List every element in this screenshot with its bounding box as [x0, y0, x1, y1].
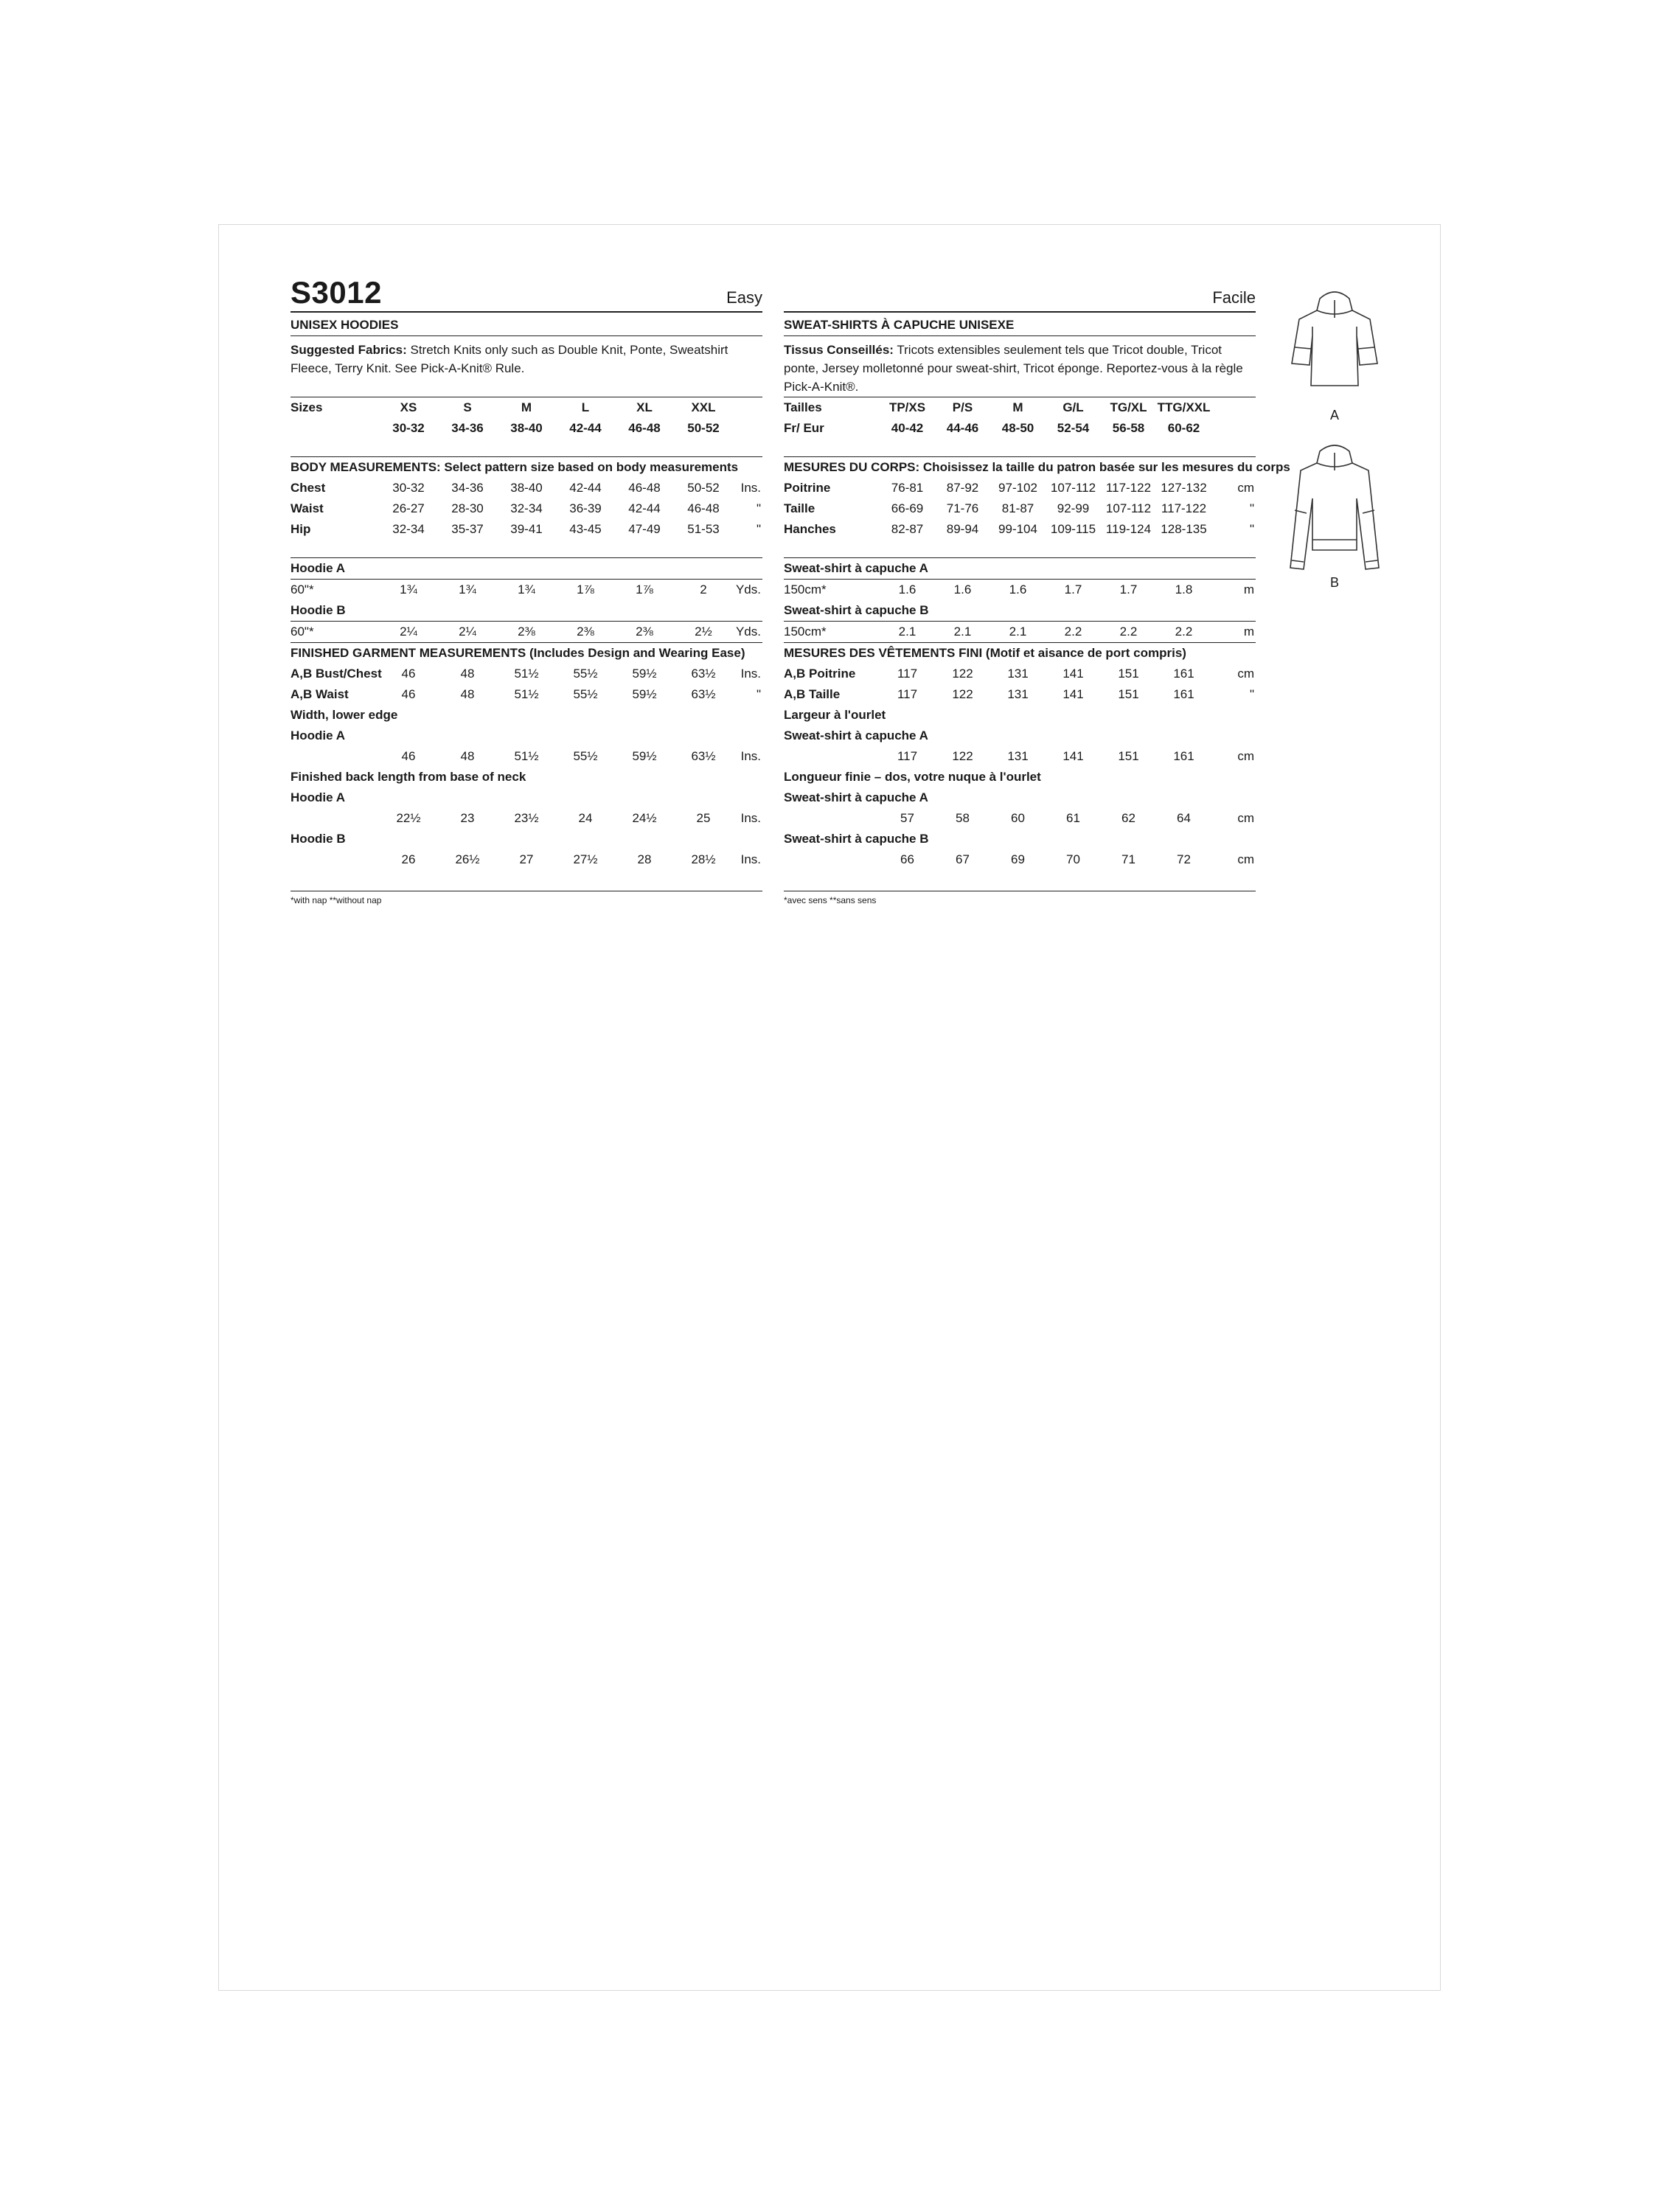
body-row-label: Hanches [784, 522, 836, 536]
body-row-value: 34-36 [451, 481, 484, 495]
back-length-row-value: 61 [1066, 811, 1080, 825]
spacer-cell [291, 540, 762, 558]
finished-row-value: 59½ [632, 667, 657, 681]
back-length-view-heading-text: Sweat-shirt à capuche B [784, 832, 929, 846]
width-row-value: 161 [1173, 749, 1194, 763]
body-row-unit: Ins. [740, 481, 761, 495]
finished-row [291, 664, 762, 684]
spacer-cell [784, 540, 1256, 558]
yardage-row-value: 2¼ [438, 622, 497, 643]
yardage-row-label: 60"* [291, 580, 379, 601]
back-length-view-heading [291, 829, 762, 849]
yardage-row-value: 2.1 [990, 622, 1046, 643]
finished-row-value: 122 [952, 687, 973, 701]
finished-row-value: 55½ [573, 667, 598, 681]
finished-row-value: 46 [401, 667, 416, 681]
back-length-heading-text: Finished back length from base of neck [291, 770, 526, 784]
sizes-label-2 [291, 418, 379, 439]
body-row-value: 81-87 [1001, 501, 1034, 515]
difficulty-level-fr: Facile [1212, 288, 1256, 307]
en-measurement-table [291, 397, 762, 870]
finished-row-unit: " [756, 687, 761, 701]
yardage-row-value: 2.1 [880, 622, 935, 643]
width-row-label [291, 746, 379, 767]
body-row-value: 47-49 [628, 522, 661, 536]
yardage-view-heading-text: Hoodie B [291, 603, 346, 617]
size-range: 34-36 [451, 421, 484, 435]
yardage-row-value: 2.2 [1101, 622, 1156, 643]
finished-measurements-heading [291, 643, 762, 664]
back-length-row-value: 24 [578, 811, 593, 825]
finished-row-value: 151 [1118, 687, 1139, 701]
pattern-title-fr: SWEAT-SHIRTS À CAPUCHE UNISEXE [784, 318, 1015, 332]
width-view-heading [784, 726, 1256, 746]
back-length-row-value: 72 [1177, 852, 1191, 866]
back-length-row-value: 23 [460, 811, 475, 825]
body-measurements-heading [291, 457, 762, 479]
size-range: 50-52 [687, 421, 720, 435]
width-row-label [784, 746, 880, 767]
width-row [784, 746, 1256, 767]
body-row-value: 38-40 [510, 481, 543, 495]
width-row-value: 48 [460, 749, 475, 763]
size-name: S [438, 397, 497, 419]
width-lower-edge-heading [784, 705, 1256, 726]
body-row-label: Poitrine [784, 481, 831, 495]
body-row-unit: " [1249, 522, 1254, 536]
yardage-row-value: 1.8 [1156, 580, 1211, 601]
size-blank [733, 397, 762, 419]
finished-row-value: 46 [401, 687, 416, 701]
finished-row-value: 141 [1062, 687, 1084, 701]
yardage-row-value: 2.2 [1156, 622, 1211, 643]
body-row-label: Hip [291, 522, 311, 536]
back-length-row-value: 58 [956, 811, 970, 825]
width-row-value: 122 [952, 749, 973, 763]
body-row [784, 478, 1256, 498]
back-length-view-heading [784, 787, 1256, 808]
size-range: 48-50 [1001, 421, 1034, 435]
size-blank [733, 418, 762, 439]
width-row-value: 55½ [573, 749, 598, 763]
back-length-row-label [291, 808, 379, 829]
size-name: L [556, 397, 615, 419]
body-row-value: 30-32 [392, 481, 425, 495]
width-row-value: 151 [1118, 749, 1139, 763]
back-length-view-heading [291, 787, 762, 808]
back-length-row-unit: cm [1237, 852, 1254, 866]
body-row-label: Taille [784, 501, 815, 515]
yardage-row-value: 2.1 [935, 622, 990, 643]
yardage-row-value: 1.7 [1046, 580, 1101, 601]
body-row [291, 478, 762, 498]
yardage-row-value: 2½ [674, 622, 733, 643]
back-length-row [784, 849, 1256, 870]
yardage-row-label: 150cm* [784, 622, 880, 643]
finished-row-label: A,B Taille [784, 687, 841, 701]
body-row [784, 519, 1256, 540]
yardage-row-value: 1¾ [379, 580, 438, 601]
body-row-unit: " [756, 501, 761, 515]
back-length-row-value: 26 [401, 852, 416, 866]
body-row-value: 71-76 [946, 501, 979, 515]
yardage-view-heading [291, 558, 762, 580]
body-row-value: 99-104 [998, 522, 1037, 536]
back-length-row-value: 71 [1121, 852, 1135, 866]
back-length-row-unit: cm [1237, 811, 1254, 825]
body-row-value: 117-122 [1161, 501, 1207, 515]
back-length-row-label [784, 808, 880, 829]
size-blank [1211, 397, 1256, 419]
difficulty-level: Easy [726, 288, 762, 307]
yardage-row-value: 1⅞ [615, 580, 674, 601]
hoodie-long-sleeve-icon [1283, 442, 1386, 575]
spacer [784, 439, 1256, 457]
body-row-value: 127-132 [1161, 481, 1207, 495]
fabrics-label-fr: Tissus Conseillés: [784, 343, 894, 357]
back-length-row-value: 26½ [455, 852, 480, 866]
size-name: XL [615, 397, 674, 419]
size-range: 38-40 [510, 421, 543, 435]
finished-row-value: 131 [1007, 687, 1029, 701]
style-number: S3012 [291, 275, 382, 310]
size-name: XXL [674, 397, 733, 419]
body-row-label: Chest [291, 481, 326, 495]
back-length-row-unit: Ins. [740, 852, 761, 866]
yardage-view-heading [784, 600, 1256, 622]
back-length-heading [784, 767, 1256, 787]
back-length-heading-text: Longueur finie – dos, votre nuque à l'ourlet [784, 770, 1041, 784]
body-row-value: 119-124 [1105, 522, 1152, 536]
fr-measurement-table [784, 397, 1290, 870]
fabrics-label: Suggested Fabrics: [291, 343, 407, 357]
finished-measurements-heading-text: FINISHED GARMENT MEASUREMENTS (Includes Design and Wearing Ease) [291, 643, 762, 664]
finished-row-value: 63½ [691, 687, 716, 701]
finished-row [784, 664, 1256, 684]
body-measurements-heading-text: MESURES DU CORPS: Choisissez la taille du patron basée sur les mesures du corps [784, 457, 1256, 479]
sizes-label-2: Fr/ Eur [784, 421, 824, 435]
yardage-row-value: 1.6 [880, 580, 935, 601]
body-measurements-heading [784, 457, 1256, 479]
yardage-row-value: 1¾ [497, 580, 556, 601]
finished-row-label: A,B Waist [291, 687, 349, 701]
fabrics-text: Stretch Knits only such as Double Knit, Ponte, Sweatshirt Fleece, Terry Knit. See Pick-A-Knit® Rule. [291, 343, 728, 375]
width-lower-edge-heading-text: Width, lower edge [291, 708, 398, 722]
size-range: 56-58 [1112, 421, 1145, 435]
body-row-value: 42-44 [569, 481, 602, 495]
back-length-row-value: 66 [900, 852, 914, 866]
size-name: M [990, 397, 1046, 419]
body-row-unit: " [756, 522, 761, 536]
size-name: XS [379, 397, 438, 419]
body-row-value: 50-52 [687, 481, 720, 495]
body-row-value: 128-135 [1161, 522, 1207, 536]
back-length-row-value: 22½ [396, 811, 421, 825]
size-range: 52-54 [1057, 421, 1090, 435]
size-range: 44-46 [946, 421, 979, 435]
yardage-view-heading-text: Sweat-shirt à capuche B [784, 603, 929, 617]
suggested-fabrics-fr [784, 335, 1256, 397]
spacer [784, 540, 1256, 558]
size-range: 30-32 [392, 421, 425, 435]
body-row-value: 92-99 [1057, 501, 1090, 515]
body-row-value: 117-122 [1105, 481, 1152, 495]
body-row-value: 107-112 [1105, 501, 1152, 515]
yardage-row-value: 2⅜ [497, 622, 556, 643]
width-row-value: 46 [401, 749, 416, 763]
yardage-row-value: 2 [674, 580, 733, 601]
yardage-row-value: 1.6 [990, 580, 1046, 601]
en-footnote: *with nap **without nap [291, 891, 762, 908]
back-length-row-value: 69 [1011, 852, 1025, 866]
body-row-value: 76-81 [891, 481, 924, 495]
hoodie-short-sleeve-icon [1283, 284, 1386, 394]
size-header-row [291, 397, 762, 419]
body-row-value: 35-37 [451, 522, 484, 536]
body-row-value: 46-48 [687, 501, 720, 515]
body-row-value: 43-45 [569, 522, 602, 536]
finished-row-label: A,B Poitrine [784, 667, 856, 681]
back-length-view-heading [784, 829, 1256, 849]
yardage-row-value: 1¾ [438, 580, 497, 601]
yardage-row-value: 2⅜ [615, 622, 674, 643]
size-blank [1211, 418, 1256, 439]
back-length-row-value: 25 [696, 811, 711, 825]
width-lower-edge-heading [291, 705, 762, 726]
back-length-row-value: 67 [956, 852, 970, 866]
size-name: G/L [1046, 397, 1101, 419]
fr-footnote: *avec sens **sans sens [784, 891, 1256, 908]
body-row-value: 51-53 [687, 522, 720, 536]
size-name: TP/XS [880, 397, 935, 419]
body-measurements-heading-text: BODY MEASUREMENTS: Select pattern size based on body measurements [291, 457, 762, 479]
back-length-row-label [784, 849, 880, 870]
finished-row-value: 161 [1173, 687, 1194, 701]
yardage-row-label: 150cm* [784, 580, 880, 601]
view-a-sketch [1283, 284, 1386, 422]
width-row-value: 51½ [514, 749, 539, 763]
yardage-view-heading-text: Hoodie A [291, 558, 762, 580]
width-row-value: 117 [897, 749, 918, 763]
yardage-row-value: 2.2 [1046, 622, 1101, 643]
yardage-row-value: 1.6 [935, 580, 990, 601]
finished-measurements-heading-text: MESURES DES VÊTEMENTS FINI (Motif et aisance de port compris) [784, 643, 1256, 664]
back-length-row-value: 28½ [691, 852, 716, 866]
sizes-label: Sizes [291, 397, 379, 419]
body-row-value: 28-30 [451, 501, 484, 515]
finished-row-value: 51½ [514, 687, 539, 701]
body-row [784, 498, 1256, 519]
finished-row-unit: cm [1237, 667, 1254, 681]
body-row-value: 32-34 [510, 501, 543, 515]
finished-row-value: 51½ [514, 667, 539, 681]
back-length-row-value: 24½ [632, 811, 657, 825]
body-row-unit: cm [1237, 481, 1254, 495]
yardage-row-value: 2⅜ [556, 622, 615, 643]
width-row-value: 131 [1007, 749, 1029, 763]
english-header [291, 275, 762, 313]
finished-row-unit: " [1249, 687, 1254, 701]
back-length-row-value: 62 [1121, 811, 1135, 825]
yardage-row [291, 622, 762, 643]
yardage-row-value: 1.7 [1101, 580, 1156, 601]
width-lower-edge-heading-text: Largeur à l'ourlet [784, 708, 886, 722]
suggested-fabrics [291, 335, 762, 397]
width-view-heading [291, 726, 762, 746]
width-view-heading-text: Hoodie A [291, 728, 345, 742]
yardage-row-value: 2¼ [379, 622, 438, 643]
size-range: 46-48 [628, 421, 661, 435]
back-length-row-unit: Ins. [740, 811, 761, 825]
width-row-unit: Ins. [740, 749, 761, 763]
back-length-heading [291, 767, 762, 787]
body-row-value: 32-34 [392, 522, 425, 536]
yardage-row-unit: Yds. [733, 580, 762, 601]
finished-row-value: 48 [460, 687, 475, 701]
width-row-unit: cm [1237, 749, 1254, 763]
finished-row-label: A,B Bust/Chest [291, 667, 382, 681]
yardage-view-heading [291, 600, 762, 622]
width-row-value: 59½ [632, 749, 657, 763]
finished-row-value: 117 [897, 667, 918, 681]
back-length-row [784, 808, 1256, 829]
view-a-label: A [1329, 408, 1339, 422]
finished-row-value: 131 [1007, 667, 1029, 681]
size-range-row [291, 418, 762, 439]
body-row-value: 109-115 [1050, 522, 1096, 536]
pattern-title: UNISEX HOODIES [291, 318, 399, 332]
body-row-value: 89-94 [946, 522, 979, 536]
body-row-label: Waist [291, 501, 324, 515]
width-row-value: 63½ [691, 749, 716, 763]
view-b-label: B [1329, 575, 1339, 590]
view-b-sketch [1283, 442, 1386, 590]
width-row-value: 141 [1062, 749, 1084, 763]
size-range-row [784, 418, 1256, 439]
finished-row [291, 684, 762, 705]
finished-row [784, 684, 1256, 705]
body-row-value: 26-27 [392, 501, 425, 515]
finished-measurements-heading [784, 643, 1256, 664]
back-length-row-value: 60 [1011, 811, 1025, 825]
width-row [291, 746, 762, 767]
back-length-row-value: 64 [1177, 811, 1191, 825]
body-row-unit: " [1249, 501, 1254, 515]
back-length-row-label [291, 849, 379, 870]
back-length-row [291, 808, 762, 829]
body-row-value: 46-48 [628, 481, 661, 495]
finished-row-value: 122 [952, 667, 973, 681]
sizes-label: Tailles [784, 397, 880, 419]
size-range: 40-42 [891, 421, 924, 435]
yardage-row-unit: Yds. [733, 622, 762, 643]
spacer-cell [291, 439, 762, 457]
body-row-value: 87-92 [946, 481, 979, 495]
yardage-row-unit: m [1211, 580, 1256, 601]
size-header-row [784, 397, 1256, 419]
finished-row-value: 55½ [573, 687, 598, 701]
finished-row-value: 141 [1062, 667, 1084, 681]
body-row-value: 107-112 [1050, 481, 1096, 495]
spacer-cell [784, 439, 1256, 457]
french-column [784, 279, 1290, 908]
spacer [291, 540, 762, 558]
finished-row-value: 63½ [691, 667, 716, 681]
body-row [291, 498, 762, 519]
body-row [291, 519, 762, 540]
size-name: TG/XL [1101, 397, 1156, 419]
finished-row-value: 117 [897, 687, 918, 701]
yardage-view-heading [784, 558, 1256, 580]
body-row-value: 42-44 [628, 501, 661, 515]
back-length-row-value: 23½ [514, 811, 539, 825]
finished-row-value: 59½ [632, 687, 657, 701]
size-name: TTG/XXL [1156, 397, 1211, 419]
body-row-value: 97-102 [998, 481, 1037, 495]
yardage-row-label: 60"* [291, 622, 379, 643]
back-length-view-heading-text: Hoodie A [291, 790, 345, 804]
finished-row-value: 48 [460, 667, 475, 681]
yardage-view-heading-text: Sweat-shirt à capuche A [784, 558, 1256, 580]
spacer [291, 439, 762, 457]
back-length-row-value: 57 [900, 811, 914, 825]
yardage-row-value: 1⅞ [556, 580, 615, 601]
body-row-value: 66-69 [891, 501, 924, 515]
french-header [784, 279, 1256, 313]
english-column [291, 275, 762, 908]
size-range: 42-44 [569, 421, 602, 435]
finished-row-unit: Ins. [740, 667, 761, 681]
back-length-row [291, 849, 762, 870]
size-name: M [497, 397, 556, 419]
back-length-view-heading-text: Sweat-shirt à capuche A [784, 790, 928, 804]
finished-row-value: 151 [1118, 667, 1139, 681]
body-row-value: 39-41 [510, 522, 543, 536]
yardage-row [291, 580, 762, 601]
yardage-row-unit: m [1211, 622, 1256, 643]
back-length-row-value: 70 [1066, 852, 1080, 866]
size-name: P/S [935, 397, 990, 419]
size-range: 60-62 [1167, 421, 1200, 435]
width-view-heading-text: Sweat-shirt à capuche A [784, 728, 928, 742]
back-length-row-value: 27 [519, 852, 534, 866]
back-length-row-value: 27½ [573, 852, 598, 866]
yardage-row [784, 580, 1256, 601]
body-row-value: 36-39 [569, 501, 602, 515]
yardage-row [784, 622, 1256, 643]
back-length-row-value: 28 [637, 852, 652, 866]
back-length-view-heading-text: Hoodie B [291, 832, 346, 846]
body-row-value: 82-87 [891, 522, 924, 536]
fabrics-text-fr: Tricots extensibles seulement tels que Tricot double, Tricot ponte, Jersey molletonné pour sweat-shirt, Tricot éponge. Reportez-vous à la règle Pick-A-Knit®. [784, 343, 1243, 394]
finished-row-value: 161 [1173, 667, 1194, 681]
